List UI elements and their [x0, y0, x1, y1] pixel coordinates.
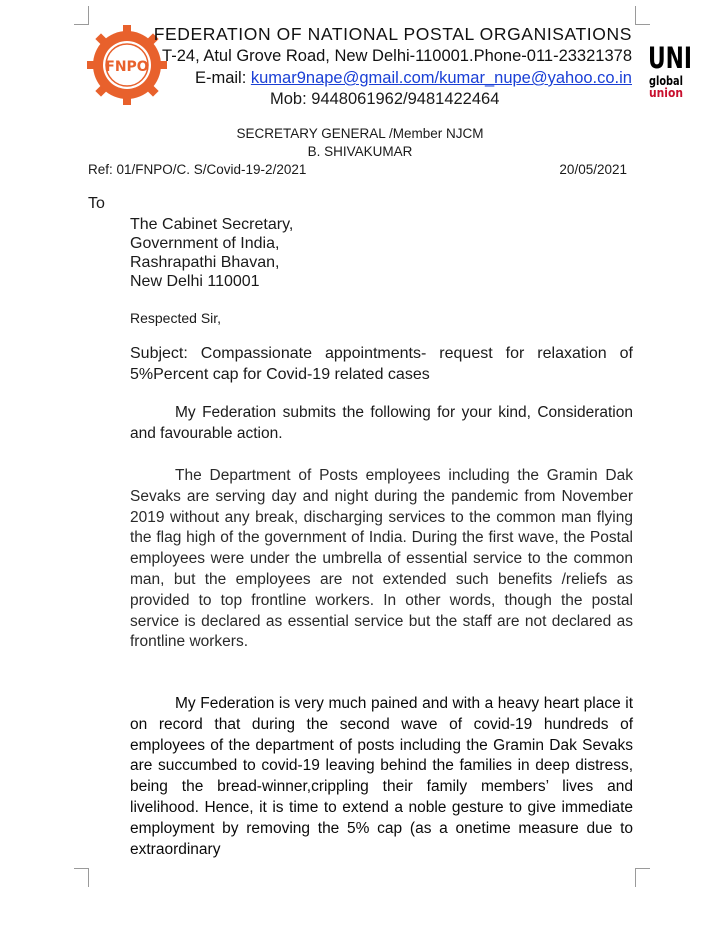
fnpo-logo-text: FNPO [105, 59, 149, 75]
salutation: Respected Sir, [130, 310, 222, 326]
org-name: FEDERATION OF NATIONAL POSTAL ORGANISATIONS [153, 24, 632, 44]
recipient-line-4: New Delhi 110001 [130, 273, 260, 290]
body-paragraph-3: My Federation is very much pained and with a heavy heart place it on record that during the second wave of covid-19 hundreds of employees of the department of posts including the Gramin Dak Sevaks are succumbed to covid-19 leaving behind the families in deep distress, being the bread-winner,crippling their family members’ lives and livelihood. Hence, it is time to extend a noble gesture to give immediate employment by removing the 5% cap (as a onetime measure due to extraordinary [130, 695, 633, 858]
body-paragraph-1: My Federation submits the following for your kind, Consideration and favourable action. [130, 404, 633, 442]
uni-logo-sub-text-global: global [649, 74, 683, 88]
org-email-line [195, 69, 632, 88]
recipient-line-2: Government of India, [130, 235, 280, 252]
letter-date: 20/05/2021 [559, 162, 627, 177]
uni-logo-sub-text-union: union [649, 86, 683, 100]
crop-mark-top-left [74, 6, 89, 25]
crop-mark-bottom-left [74, 868, 89, 887]
body-paragraph-2: The Department of Posts employees including the Gramin Dak Sevaks are serving day and night during the pandemic from November 2019 without any break, discharging services to the common man flying the flag high of the government of India. During the first wave, the Postal employees were under the umbrella of essential service to the common man, but the employees are not extended such benefits /reliefs as provided to top frontline workers. In other words, though the postal service is declared as essential service but the staff are not declared as frontline workers. [130, 467, 633, 651]
crop-mark-top-right [635, 6, 650, 25]
subject-line: Subject: Compassionate appointments- request for relaxation of 5%Percent cap for Covid-19 related cases [130, 345, 633, 383]
email-label: E-mail: [194, 69, 251, 87]
recipient-line-3: Rashrapathi Bhavan, [130, 254, 280, 271]
email-link[interactable]: kumar9nape@gmail.com/kumar_nupe@yahoo.co.in [250, 69, 632, 87]
uni-logo-main-text: UNI [648, 41, 692, 75]
uni-global-union-logo-icon [647, 38, 693, 102]
reference-number: Ref: 01/FNPO/C. S/Covid-19-2/2021 [88, 162, 307, 177]
to-label: To [88, 195, 105, 212]
recipient-line-1: The Cabinet Secretary, [130, 216, 294, 233]
org-address: T-24, Atul Grove Road, New Delhi-110001.Phone-011-23321378 [162, 47, 632, 65]
crop-mark-bottom-right [635, 868, 650, 887]
signatory-title: SECRETARY GENERAL /Member NJCM [236, 126, 484, 141]
org-mobile: Mob: 9448061962/9481422464 [270, 90, 500, 108]
signatory-name: B. SHIVAKUMAR [307, 144, 413, 159]
